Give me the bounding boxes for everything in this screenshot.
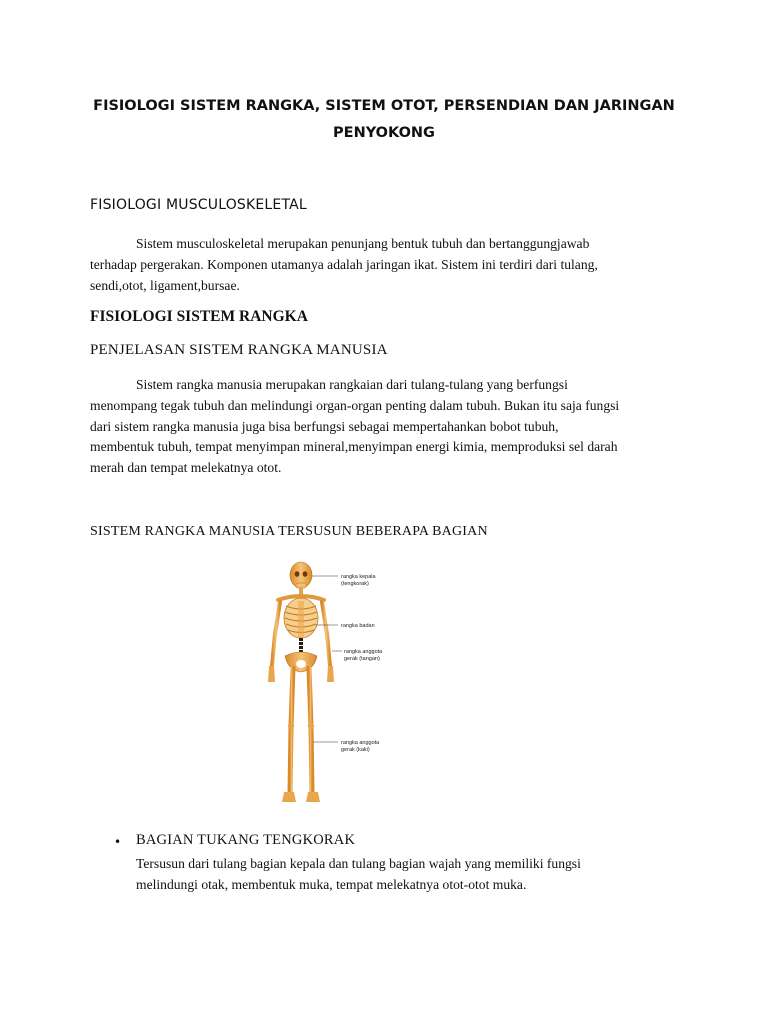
- para-line: menompang tegak tubuh dan melindungi organ-organ penting dalam tubuh. Bukan itu saja fungsi: [90, 397, 620, 413]
- label-badan: rangka badan: [341, 623, 375, 629]
- bullet-line: Tersusun dari tulang bagian kepala dan tulang bagian wajah yang memiliki fungsi: [136, 856, 581, 871]
- para-line: sendi,otot, ligament,bursae.: [90, 277, 240, 293]
- para-line: merah dan tempat melekatnya otot.: [90, 460, 282, 476]
- bullet-icon: •: [114, 835, 122, 849]
- label-kaki-1: rangka anggota: [341, 740, 380, 746]
- heading-sistem-rangka: FISIOLOGI SISTEM RANGKA: [90, 308, 308, 325]
- para-line: dari sistem rangka manusia juga bisa berfungsi sebagai mempertahankan bobot tubuh,: [90, 418, 559, 434]
- para-line: terhadap pergerakan. Komponen utamanya adalah jaringan ikat. Sistem ini terdiri dari tulang,: [90, 256, 598, 272]
- label-kepala-2: (tengkorak): [341, 581, 369, 587]
- heading-musculoskeletal: FISIOLOGI MUSCULOSKELETAL: [90, 197, 307, 213]
- paragraph-musculoskeletal: [90, 234, 676, 296]
- para-line: Sistem musculoskeletal merupakan penunjang bentuk tubuh dan bertanggungjawab: [136, 236, 590, 251]
- bullet-line: melindungi otak, membentuk muka, tempat melekatnya otot-otot muka.: [136, 877, 527, 892]
- document-title: [90, 93, 678, 147]
- label-kaki-2: gerak (kaki): [341, 747, 370, 753]
- para-line: Sistem rangka manusia merupakan rangkaian dari tulang-tulang yang berfungsi: [136, 377, 568, 392]
- subheading-bagian: SISTEM RANGKA MANUSIA TERSUSUN BEBERAPA BAGIAN: [90, 524, 488, 539]
- label-tangan-2: gerak (tangan): [344, 656, 380, 662]
- skeleton-figure: [256, 556, 406, 818]
- paragraph-sistem-rangka: [90, 375, 676, 479]
- label-kepala-1: rangka kepala: [341, 574, 376, 580]
- title-line-1: FISIOLOGI SISTEM RANGKA, SISTEM OTOT, PERSENDIAN DAN JARINGAN: [93, 98, 675, 114]
- skeleton-illustration: [256, 556, 406, 818]
- title-line-2: PENYOKONG: [333, 125, 435, 141]
- subheading-penjelasan: PENJELASAN SISTEM RANGKA MANUSIA: [90, 342, 388, 358]
- para-line: membentuk tubuh, tempat menyimpan mineral,menyimpan energi kimia, memproduksi sel darah: [90, 439, 618, 455]
- bullet-text: [136, 853, 676, 895]
- label-tangan-1: rangka anggota: [344, 649, 383, 655]
- bullet-title: BAGIAN TUKANG TENGKORAK: [136, 832, 356, 848]
